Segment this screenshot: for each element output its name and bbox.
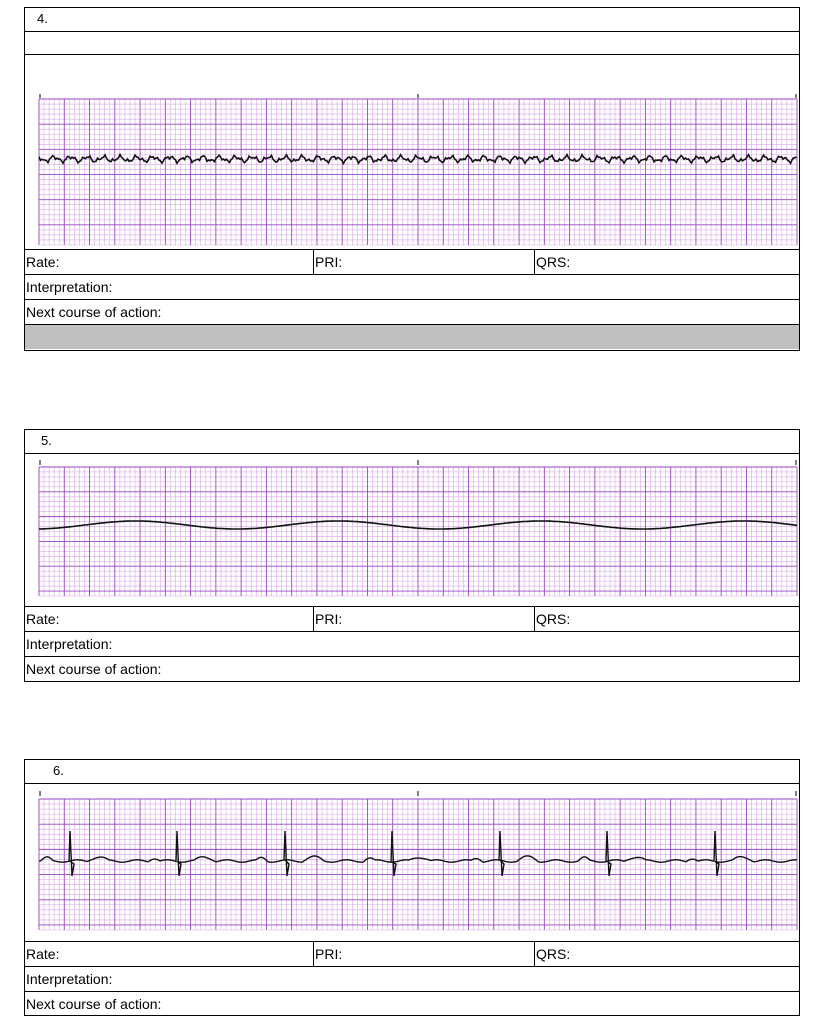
shaded-row <box>25 325 799 349</box>
ecg-grid <box>25 454 799 606</box>
measurement-row <box>25 250 799 275</box>
question-number-row <box>25 760 799 784</box>
ecg-strip <box>25 55 799 250</box>
pri-label: PRI: <box>315 946 343 962</box>
interpretation-row <box>25 275 799 300</box>
interpretation-label: Interpretation: <box>26 971 113 987</box>
ecg-grid <box>25 55 799 249</box>
measurement-row <box>25 607 799 632</box>
rate-label: Rate: <box>26 254 60 270</box>
interpretation-row <box>25 632 799 657</box>
pri-label: PRI: <box>315 254 343 270</box>
ecg-question-4 <box>24 7 800 351</box>
question-number: 6. <box>53 763 64 778</box>
next-course-row <box>25 300 799 325</box>
qrs-label: QRS: <box>536 946 571 962</box>
ecg-strip <box>25 454 799 607</box>
next-course-row <box>25 657 799 682</box>
question-number-row <box>25 8 799 32</box>
question-number: 4. <box>37 11 48 26</box>
rate-label: Rate: <box>26 611 60 627</box>
next-course-label: Next course of action: <box>26 304 162 320</box>
qrs-label: QRS: <box>536 611 571 627</box>
rate-label: Rate: <box>26 946 60 962</box>
interpretation-row <box>25 967 799 992</box>
question-number-row <box>25 430 799 454</box>
ecg-question-5 <box>24 429 800 682</box>
ecg-major-grid <box>39 99 797 245</box>
qrs-label: QRS: <box>536 254 571 270</box>
ecg-strip <box>25 784 799 942</box>
next-course-row <box>25 992 799 1017</box>
next-course-label: Next course of action: <box>26 661 162 677</box>
ecg-question-6 <box>24 759 800 1016</box>
measurement-row <box>25 942 799 967</box>
interpretation-label: Interpretation: <box>26 279 113 295</box>
ecg-grid <box>25 784 799 941</box>
interpretation-label: Interpretation: <box>26 636 113 652</box>
pri-label: PRI: <box>315 611 343 627</box>
blank-answer-row[interactable] <box>25 32 799 55</box>
question-number: 5. <box>41 433 52 448</box>
next-course-label: Next course of action: <box>26 996 162 1012</box>
